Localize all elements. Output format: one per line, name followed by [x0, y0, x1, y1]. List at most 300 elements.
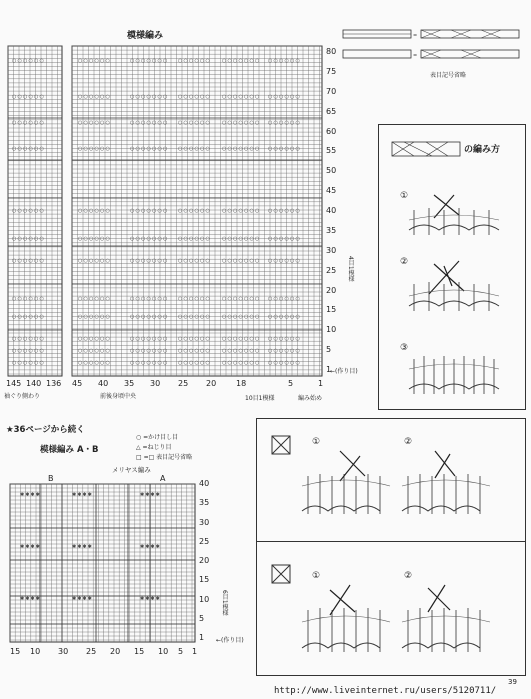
svg-text:✱: ✱ — [25, 544, 30, 550]
svg-text:○: ○ — [94, 236, 99, 242]
svg-text:○: ○ — [233, 120, 238, 126]
svg-text:○: ○ — [17, 208, 22, 214]
svg-text:○: ○ — [105, 360, 110, 366]
svg-text:○: ○ — [268, 94, 273, 100]
svg-text:○: ○ — [163, 146, 168, 152]
svg-text:○: ○ — [157, 296, 162, 302]
svg-text:○: ○ — [100, 348, 105, 354]
svg-text:○: ○ — [189, 336, 194, 342]
top-row-label: 35 — [326, 225, 337, 235]
svg-text:○: ○ — [28, 208, 33, 214]
svg-text:○: ○ — [163, 236, 168, 242]
svg-text:○: ○ — [200, 120, 205, 126]
svg-text:○: ○ — [34, 146, 39, 152]
svg-text:○: ○ — [130, 360, 135, 366]
svg-text:○: ○ — [157, 208, 162, 214]
svg-text:○: ○ — [205, 296, 210, 302]
svg-text:○: ○ — [227, 94, 232, 100]
svg-text:○: ○ — [255, 58, 260, 64]
svg-text:✱: ✱ — [77, 492, 82, 498]
svg-text:✱: ✱ — [20, 492, 25, 498]
svg-text:○: ○ — [238, 208, 243, 214]
svg-text:✱: ✱ — [140, 492, 145, 498]
svg-text:○: ○ — [273, 348, 278, 354]
box-step-1b-illustration — [300, 580, 395, 655]
top-row-label: 1 — [326, 365, 332, 374]
svg-text:○: ○ — [290, 58, 295, 64]
top-row-label: 55 — [326, 146, 337, 156]
svg-text:○: ○ — [135, 314, 140, 320]
svg-text:○: ○ — [290, 236, 295, 242]
side-repeat-note: 4目1模様 — [347, 256, 354, 282]
svg-text:✱: ✱ — [87, 596, 92, 602]
svg-text:○: ○ — [290, 296, 295, 302]
svg-text:○: ○ — [23, 236, 28, 242]
svg-text:○: ○ — [284, 258, 289, 264]
svg-text:○: ○ — [233, 58, 238, 64]
svg-text:○: ○ — [39, 336, 44, 342]
svg-text:○: ○ — [89, 236, 94, 242]
svg-text:○: ○ — [141, 336, 146, 342]
svg-text:○: ○ — [295, 258, 300, 264]
svg-text:○: ○ — [83, 146, 88, 152]
svg-text:○: ○ — [89, 146, 94, 152]
svg-text:○: ○ — [157, 258, 162, 264]
svg-text:○: ○ — [157, 236, 162, 242]
svg-text:○: ○ — [222, 348, 227, 354]
svg-text:○: ○ — [238, 58, 243, 64]
svg-text:○: ○ — [183, 58, 188, 64]
svg-text:○: ○ — [135, 94, 140, 100]
svg-text:○: ○ — [78, 236, 83, 242]
top-col-label: 40 — [98, 379, 109, 388]
svg-text:○: ○ — [83, 336, 88, 342]
svg-text:○: ○ — [268, 360, 273, 366]
svg-text:○: ○ — [227, 258, 232, 264]
top-col-label: 5 — [288, 379, 294, 388]
svg-text:○: ○ — [295, 336, 300, 342]
cast-on-note: ←(作り目) — [330, 368, 358, 375]
svg-text:○: ○ — [273, 336, 278, 342]
svg-text:○: ○ — [39, 120, 44, 126]
ab-row-label: 10 — [199, 594, 210, 604]
top-chart-title: 模様編み — [127, 31, 164, 41]
svg-text:○: ○ — [23, 208, 28, 214]
svg-text:○: ○ — [83, 348, 88, 354]
svg-text:○: ○ — [244, 296, 249, 302]
label-a: A — [160, 474, 166, 483]
svg-text:✱: ✱ — [35, 596, 40, 602]
svg-text:○: ○ — [238, 360, 243, 366]
svg-text:○: ○ — [78, 146, 83, 152]
svg-text:○: ○ — [135, 296, 140, 302]
ab-col-label: 1 — [192, 647, 198, 656]
meriyasu-label: メリヤス編み — [112, 466, 151, 474]
top-row-label: 10 — [326, 325, 337, 335]
svg-text:○: ○ — [205, 348, 210, 354]
svg-text:○: ○ — [222, 94, 227, 100]
svg-text:○: ○ — [178, 208, 183, 214]
svg-text:○: ○ — [34, 120, 39, 126]
svg-text:○: ○ — [189, 258, 194, 264]
svg-text:○: ○ — [105, 314, 110, 320]
step-3-label: ③ — [400, 343, 409, 353]
svg-text:○: ○ — [100, 336, 105, 342]
svg-text:○: ○ — [244, 336, 249, 342]
svg-text:✱: ✱ — [25, 596, 30, 602]
svg-text:○: ○ — [194, 336, 199, 342]
svg-text:○: ○ — [163, 120, 168, 126]
svg-text:✱: ✱ — [20, 596, 25, 602]
svg-text:○: ○ — [34, 336, 39, 342]
top-row-label: 5 — [326, 345, 332, 355]
svg-text:○: ○ — [290, 348, 295, 354]
svg-text:○: ○ — [249, 348, 254, 354]
svg-text:○: ○ — [152, 146, 157, 152]
svg-text:○: ○ — [183, 296, 188, 302]
svg-text:○: ○ — [163, 94, 168, 100]
svg-text:○: ○ — [141, 236, 146, 242]
svg-text:○: ○ — [152, 94, 157, 100]
svg-text:○: ○ — [100, 208, 105, 214]
svg-text:○: ○ — [178, 236, 183, 242]
svg-text:○: ○ — [249, 236, 254, 242]
svg-text:○: ○ — [227, 314, 232, 320]
svg-text:○: ○ — [273, 94, 278, 100]
svg-text:○: ○ — [83, 258, 88, 264]
svg-text:✱: ✱ — [30, 492, 35, 498]
svg-text:○: ○ — [233, 236, 238, 242]
svg-text:○: ○ — [178, 336, 183, 342]
svg-text:○: ○ — [17, 120, 22, 126]
svg-text:○: ○ — [105, 120, 110, 126]
svg-text:○: ○ — [28, 120, 33, 126]
svg-text:○: ○ — [295, 236, 300, 242]
svg-text:○: ○ — [194, 208, 199, 214]
svg-text:○: ○ — [268, 236, 273, 242]
svg-text:○: ○ — [295, 296, 300, 302]
cast-on-ab: ←(作り目) — [216, 637, 244, 644]
box-step-2a: ② — [404, 437, 413, 447]
svg-text:○: ○ — [178, 314, 183, 320]
top-col-label: 30 — [150, 379, 161, 388]
svg-text:○: ○ — [249, 296, 254, 302]
svg-text:○: ○ — [78, 94, 83, 100]
svg-text:○: ○ — [135, 360, 140, 366]
svg-text:○: ○ — [222, 58, 227, 64]
svg-text:○: ○ — [152, 314, 157, 320]
svg-text:○: ○ — [249, 208, 254, 214]
svg-text:○: ○ — [200, 236, 205, 242]
svg-text:○: ○ — [200, 94, 205, 100]
svg-text:○: ○ — [34, 348, 39, 354]
svg-text:✱: ✱ — [77, 596, 82, 602]
svg-text:○: ○ — [200, 348, 205, 354]
svg-text:○: ○ — [130, 348, 135, 354]
svg-text:○: ○ — [34, 208, 39, 214]
svg-text:○: ○ — [200, 258, 205, 264]
top-col-label: 45 — [72, 379, 83, 388]
svg-text:○: ○ — [194, 348, 199, 354]
svg-text:○: ○ — [34, 360, 39, 366]
svg-text:○: ○ — [249, 146, 254, 152]
step-box-divider — [256, 541, 526, 542]
svg-text:○: ○ — [141, 296, 146, 302]
svg-text:○: ○ — [273, 146, 278, 152]
svg-text:○: ○ — [222, 336, 227, 342]
svg-text:○: ○ — [273, 58, 278, 64]
svg-text:○: ○ — [12, 120, 17, 126]
svg-text:✱: ✱ — [72, 492, 77, 498]
svg-text:○: ○ — [178, 296, 183, 302]
svg-text:○: ○ — [152, 296, 157, 302]
svg-text:○: ○ — [130, 120, 135, 126]
svg-text:○: ○ — [105, 348, 110, 354]
svg-text:○: ○ — [194, 146, 199, 152]
svg-text:○: ○ — [146, 314, 151, 320]
ab-row-label: 5 — [199, 613, 205, 623]
top-row-label: 75 — [326, 66, 337, 76]
svg-text:○: ○ — [233, 208, 238, 214]
ab-col-label: 15 — [134, 647, 145, 656]
svg-text:○: ○ — [78, 314, 83, 320]
svg-text:○: ○ — [222, 258, 227, 264]
svg-text:○: ○ — [141, 94, 146, 100]
top-col-label: 1 — [318, 379, 324, 388]
svg-text:○: ○ — [295, 120, 300, 126]
svg-text:○: ○ — [34, 296, 39, 302]
sleeve-side-note: 袖ぐり側わり — [4, 393, 41, 400]
svg-text:○: ○ — [23, 296, 28, 302]
svg-text:○: ○ — [205, 360, 210, 366]
svg-text:○: ○ — [94, 146, 99, 152]
svg-text:○: ○ — [83, 94, 88, 100]
svg-text:○: ○ — [152, 360, 157, 366]
svg-text:○: ○ — [200, 146, 205, 152]
svg-text:○: ○ — [255, 236, 260, 242]
svg-text:○: ○ — [135, 336, 140, 342]
svg-text:○: ○ — [268, 348, 273, 354]
start-note: 編み始め — [298, 395, 323, 402]
svg-text:○: ○ — [17, 94, 22, 100]
svg-text:○: ○ — [100, 120, 105, 126]
step-1-label: ① — [400, 191, 409, 201]
svg-text:○: ○ — [194, 236, 199, 242]
svg-text:○: ○ — [183, 258, 188, 264]
svg-text:○: ○ — [78, 336, 83, 342]
svg-text:○: ○ — [227, 120, 232, 126]
watermark-url[interactable]: http://www.liveinternet.ru/users/5120711/ — [274, 686, 497, 696]
svg-text:○: ○ — [227, 360, 232, 366]
svg-text:○: ○ — [100, 236, 105, 242]
svg-text:○: ○ — [17, 296, 22, 302]
svg-text:○: ○ — [28, 336, 33, 342]
svg-text:○: ○ — [39, 146, 44, 152]
svg-text:○: ○ — [135, 146, 140, 152]
right-twist-symbol — [272, 436, 292, 456]
svg-text:○: ○ — [178, 94, 183, 100]
svg-text:○: ○ — [89, 296, 94, 302]
svg-text:○: ○ — [255, 360, 260, 366]
svg-text:○: ○ — [227, 146, 232, 152]
svg-text:○: ○ — [183, 314, 188, 320]
svg-text:○: ○ — [205, 94, 210, 100]
svg-text:○: ○ — [255, 296, 260, 302]
svg-text:○: ○ — [163, 208, 168, 214]
svg-text:○: ○ — [94, 208, 99, 214]
svg-text:○: ○ — [130, 236, 135, 242]
svg-text:○: ○ — [100, 314, 105, 320]
svg-text:○: ○ — [255, 348, 260, 354]
svg-text:○: ○ — [105, 58, 110, 64]
svg-text:○: ○ — [233, 146, 238, 152]
svg-text:✱: ✱ — [145, 492, 150, 498]
box-step-1a-illustration — [300, 446, 395, 516]
svg-text:○: ○ — [28, 94, 33, 100]
svg-text:○: ○ — [194, 58, 199, 64]
svg-text:○: ○ — [12, 348, 17, 354]
svg-text:○: ○ — [227, 336, 232, 342]
ab-col-label: 10 — [30, 647, 41, 656]
svg-text:○: ○ — [183, 146, 188, 152]
svg-text:○: ○ — [146, 336, 151, 342]
top-row-label: 20 — [326, 285, 337, 295]
top-col-label: 35 — [124, 379, 135, 388]
svg-text:○: ○ — [200, 58, 205, 64]
svg-text:○: ○ — [39, 348, 44, 354]
svg-text:○: ○ — [157, 146, 162, 152]
svg-text:○: ○ — [94, 94, 99, 100]
svg-text:○: ○ — [290, 208, 295, 214]
top-col-label: 136 — [46, 379, 62, 388]
svg-text:○: ○ — [205, 208, 210, 214]
svg-text:○: ○ — [100, 258, 105, 264]
ab-row-label: 15 — [199, 575, 210, 585]
svg-text:○: ○ — [284, 336, 289, 342]
svg-text:○: ○ — [17, 258, 22, 264]
svg-text:○: ○ — [141, 58, 146, 64]
svg-text:○: ○ — [39, 94, 44, 100]
svg-text:○: ○ — [238, 258, 243, 264]
svg-text:○: ○ — [78, 208, 83, 214]
svg-text:○: ○ — [146, 120, 151, 126]
svg-text:○: ○ — [249, 94, 254, 100]
svg-text:✱: ✱ — [150, 544, 155, 550]
label-b: B — [48, 474, 54, 483]
svg-text:○: ○ — [146, 236, 151, 242]
svg-text:○: ○ — [12, 146, 17, 152]
svg-text:○: ○ — [268, 120, 273, 126]
svg-text:○: ○ — [255, 258, 260, 264]
top-row-label: 40 — [326, 206, 337, 215]
svg-text:○: ○ — [227, 208, 232, 214]
svg-text:○: ○ — [189, 58, 194, 64]
svg-text:○: ○ — [23, 146, 28, 152]
svg-text:○: ○ — [205, 258, 210, 264]
box-step-2b: ② — [404, 571, 413, 581]
svg-text:○: ○ — [238, 120, 243, 126]
svg-text:○: ○ — [279, 208, 284, 214]
svg-text:○: ○ — [89, 94, 94, 100]
svg-text:○: ○ — [290, 314, 295, 320]
page-number: 39 — [508, 678, 517, 686]
svg-text:○: ○ — [89, 348, 94, 354]
svg-text:○: ○ — [295, 58, 300, 64]
legend-ab-item: △ =ねじり目 — [136, 444, 172, 451]
svg-text:○: ○ — [222, 360, 227, 366]
svg-text:○: ○ — [135, 120, 140, 126]
svg-text:✱: ✱ — [87, 492, 92, 498]
svg-text:○: ○ — [146, 146, 151, 152]
svg-text:○: ○ — [222, 146, 227, 152]
ab-row-label: 40 — [199, 479, 210, 488]
svg-text:✱: ✱ — [30, 544, 35, 550]
svg-text:○: ○ — [17, 146, 22, 152]
svg-text:○: ○ — [295, 146, 300, 152]
svg-text:○: ○ — [100, 360, 105, 366]
svg-text:✱: ✱ — [145, 596, 150, 602]
svg-text:○: ○ — [290, 360, 295, 366]
svg-text:○: ○ — [295, 208, 300, 214]
svg-text:○: ○ — [268, 314, 273, 320]
svg-text:○: ○ — [279, 146, 284, 152]
svg-text:○: ○ — [244, 208, 249, 214]
ab-row-label: 1 — [199, 633, 205, 642]
svg-text:○: ○ — [273, 120, 278, 126]
svg-text:○: ○ — [135, 58, 140, 64]
svg-text:✱: ✱ — [140, 544, 145, 550]
svg-text:○: ○ — [152, 336, 157, 342]
svg-text:○: ○ — [205, 336, 210, 342]
svg-text:○: ○ — [17, 348, 22, 354]
svg-text:○: ○ — [244, 58, 249, 64]
svg-text:○: ○ — [78, 296, 83, 302]
svg-text:○: ○ — [141, 258, 146, 264]
svg-text:○: ○ — [205, 236, 210, 242]
svg-text:✱: ✱ — [82, 492, 87, 498]
svg-text:○: ○ — [183, 360, 188, 366]
svg-text:○: ○ — [130, 58, 135, 64]
svg-text:✱: ✱ — [87, 544, 92, 550]
svg-text:○: ○ — [34, 236, 39, 242]
svg-text:○: ○ — [189, 94, 194, 100]
top-row-label: 65 — [326, 106, 337, 116]
step-2-label: ② — [400, 257, 409, 267]
svg-text:○: ○ — [200, 360, 205, 366]
svg-text:○: ○ — [157, 58, 162, 64]
svg-text:○: ○ — [135, 348, 140, 354]
svg-text:○: ○ — [130, 94, 135, 100]
svg-text:○: ○ — [12, 58, 17, 64]
svg-text:○: ○ — [89, 208, 94, 214]
svg-text:○: ○ — [34, 314, 39, 320]
svg-text:○: ○ — [255, 146, 260, 152]
svg-text:○: ○ — [227, 58, 232, 64]
svg-text:○: ○ — [12, 336, 17, 342]
svg-text:○: ○ — [222, 208, 227, 214]
svg-text:○: ○ — [28, 258, 33, 264]
svg-text:○: ○ — [244, 146, 249, 152]
svg-text:○: ○ — [279, 348, 284, 354]
svg-text:○: ○ — [12, 236, 17, 242]
svg-text:○: ○ — [178, 360, 183, 366]
svg-text:○: ○ — [94, 348, 99, 354]
svg-text:○: ○ — [273, 360, 278, 366]
ab-col-label: 10 — [158, 647, 169, 656]
svg-text:○: ○ — [83, 360, 88, 366]
svg-text:○: ○ — [268, 336, 273, 342]
svg-text:○: ○ — [94, 336, 99, 342]
